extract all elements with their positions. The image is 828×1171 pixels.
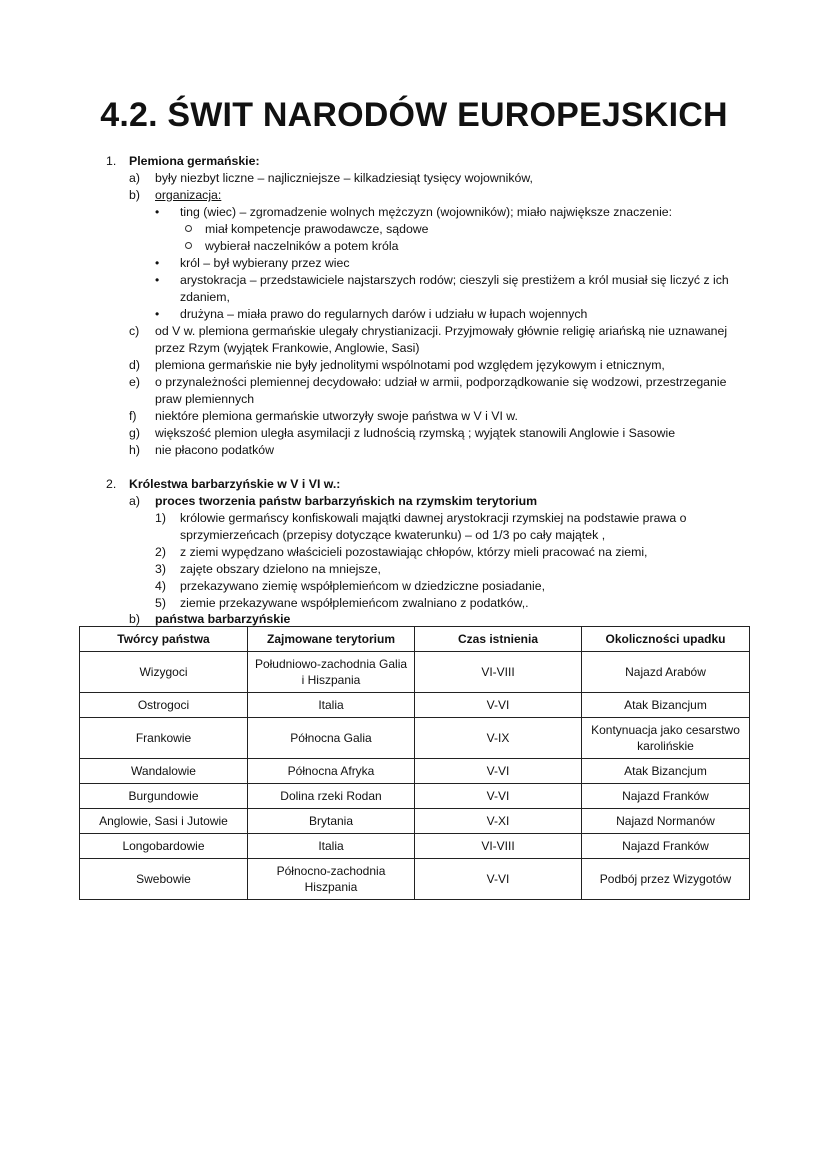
barbarian-states-table	[79, 626, 750, 900]
list-item: państwa barbarzyńskie	[155, 612, 291, 626]
list-item-continued: praw plemiennych	[155, 392, 255, 406]
table-cell: Brytania	[248, 809, 415, 834]
list-item: królowie germańscy konfiskowali majątki dawnej arystokracji rzymskiej na podstawie prawa o	[180, 511, 687, 525]
list-item: zajęte obszary dzielono na mniejsze,	[180, 562, 381, 576]
table-cell: Najazd Arabów	[582, 652, 750, 693]
table-cell: Podbój przez Wizygotów	[582, 859, 750, 900]
table-cell: Kontynuacja jako cesarstwo karolińskie	[582, 718, 750, 759]
table-cell: Wizygoci	[80, 652, 248, 693]
circle-bullet-icon	[185, 242, 192, 249]
page-title: 4.2. ŚWIT NARODÓW EUROPEJSKICH	[100, 96, 728, 134]
column-header: Czas istnienia	[415, 627, 582, 652]
list-marker: b)	[129, 612, 140, 626]
table-row	[80, 693, 750, 718]
list-item: król – był wybierany przez wiec	[180, 256, 350, 270]
table-cell: Północna Afryka	[248, 759, 415, 784]
list-marker: f)	[129, 409, 137, 423]
list-item: proces tworzenia państw barbarzyńskich na rzymskim terytorium	[155, 494, 538, 508]
table-cell: Najazd Normanów	[582, 809, 750, 834]
list-item: przekazywano ziemię współplemieńcom w dziedziczne posiadanie,	[180, 579, 545, 593]
list-marker: a)	[129, 171, 140, 185]
list-marker: a)	[129, 494, 140, 508]
list-item-continued: zdaniem,	[180, 290, 230, 304]
table-row	[80, 652, 750, 693]
section-number: 1.	[106, 154, 117, 168]
table-cell: Longobardowie	[80, 834, 248, 859]
list-item: były niezbyt liczne – najliczniejsze – kilkadziesiąt tysięcy wojowników,	[155, 171, 533, 185]
circle-bullet-icon	[185, 225, 192, 232]
table-cell: Atak Bizancjum	[582, 693, 750, 718]
table-cell: Burgundowie	[80, 784, 248, 809]
table-row	[80, 718, 750, 759]
list-item: arystokracja – przedstawiciele najstarszych rodów; cieszyli się prestiżem a król musiał się liczyć z ich	[180, 273, 729, 287]
section-heading: Królestwa barbarzyńskie w V i VI w.:	[129, 477, 341, 491]
list-item: drużyna – miała prawo do regularnych darów i udziału w łupach wojennych	[180, 307, 588, 321]
table-row	[80, 834, 750, 859]
table-cell: V-XI	[415, 809, 582, 834]
list-marker: g)	[129, 426, 140, 440]
section-heading: Plemiona germańskie:	[129, 154, 260, 168]
table-cell: Ostrogoci	[80, 693, 248, 718]
bullet-icon: •	[155, 273, 160, 287]
list-item-continued: sprzymierzeńcach (przepisy dotyczące kwaterunku) – od 1/3 po cały majątek ,	[180, 528, 606, 542]
list-marker: 5)	[155, 596, 166, 610]
table-cell: VI-VIII	[415, 652, 582, 693]
table-cell: Atak Bizancjum	[582, 759, 750, 784]
table-row	[80, 809, 750, 834]
list-marker: 2)	[155, 545, 166, 559]
table-cell: Dolina rzeki Rodan	[248, 784, 415, 809]
list-marker: 3)	[155, 562, 166, 576]
table-cell: Italia	[248, 834, 415, 859]
table-cell: V-VI	[415, 784, 582, 809]
list-marker: c)	[129, 324, 140, 338]
table-header-row	[80, 627, 750, 652]
list-item: nie płacono podatków	[155, 443, 274, 457]
table-cell: Anglowie, Sasi i Jutowie	[80, 809, 248, 834]
list-item: organizacja:	[155, 188, 222, 202]
table-row	[80, 759, 750, 784]
table-cell: Północno-zachodnia Hiszpania	[248, 859, 415, 900]
list-item: od V w. plemiona germańskie ulegały chrystianizacji. Przyjmowały głównie religię ariańską nie uznawanej	[155, 324, 728, 338]
table-cell: V-VI	[415, 759, 582, 784]
list-item: z ziemi wypędzano właścicieli pozostawiając chłopów, którzy mieli pracować na ziemi,	[180, 545, 648, 559]
list-marker: b)	[129, 188, 140, 202]
list-item: ziemie przekazywane współplemieńcom zwalniano z podatków,.	[180, 596, 529, 610]
table-cell: Swebowie	[80, 859, 248, 900]
table-cell: Najazd Franków	[582, 834, 750, 859]
table-cell: VI-VIII	[415, 834, 582, 859]
list-marker: h)	[129, 443, 140, 457]
list-item: o przynależności plemiennej decydowało: udział w armii, podporządkowanie się wodzowi, przestrzeganie	[155, 375, 727, 389]
table-row	[80, 784, 750, 809]
table-cell: Italia	[248, 693, 415, 718]
list-marker: 1)	[155, 511, 166, 525]
column-header: Zajmowane terytorium	[248, 627, 415, 652]
table-cell: Północna Galia	[248, 718, 415, 759]
table-cell: V-IX	[415, 718, 582, 759]
table-cell: Wandalowie	[80, 759, 248, 784]
table-cell: V-VI	[415, 693, 582, 718]
list-marker: e)	[129, 375, 140, 389]
list-item: wybierał naczelników a potem króla	[205, 239, 399, 253]
table-cell: Najazd Franków	[582, 784, 750, 809]
list-item: niektóre plemiona germańskie utworzyły swoje państwa w V i VI w.	[155, 409, 518, 423]
list-item: większość plemion uległa asymilacji z ludnością rzymską ; wyjątek stanowili Anglowie i Sasowie	[155, 426, 676, 440]
list-marker: 4)	[155, 579, 166, 593]
list-marker: d)	[129, 358, 140, 372]
table-cell: Południowo-zachodnia Galia i Hiszpania	[248, 652, 415, 693]
bullet-icon: •	[155, 205, 160, 219]
list-item-continued: przez Rzym (wyjątek Frankowie, Anglowie, Sasi)	[155, 341, 420, 355]
table-cell: Frankowie	[80, 718, 248, 759]
list-item: plemiona germańskie nie były jednolitymi wspólnotami pod względem językowym i etnicznym,	[155, 358, 665, 372]
section-number: 2.	[106, 477, 117, 491]
list-item: miał kompetencje prawodawcze, sądowe	[205, 222, 429, 236]
table-row	[80, 859, 750, 900]
bullet-icon: •	[155, 256, 160, 270]
bullet-icon: •	[155, 307, 160, 321]
column-header: Twórcy państwa	[80, 627, 248, 652]
column-header: Okoliczności upadku	[582, 627, 750, 652]
list-item: ting (wiec) – zgromadzenie wolnych mężczyzn (wojowników); miało największe znaczenie:	[180, 205, 673, 219]
table-cell: V-VI	[415, 859, 582, 900]
